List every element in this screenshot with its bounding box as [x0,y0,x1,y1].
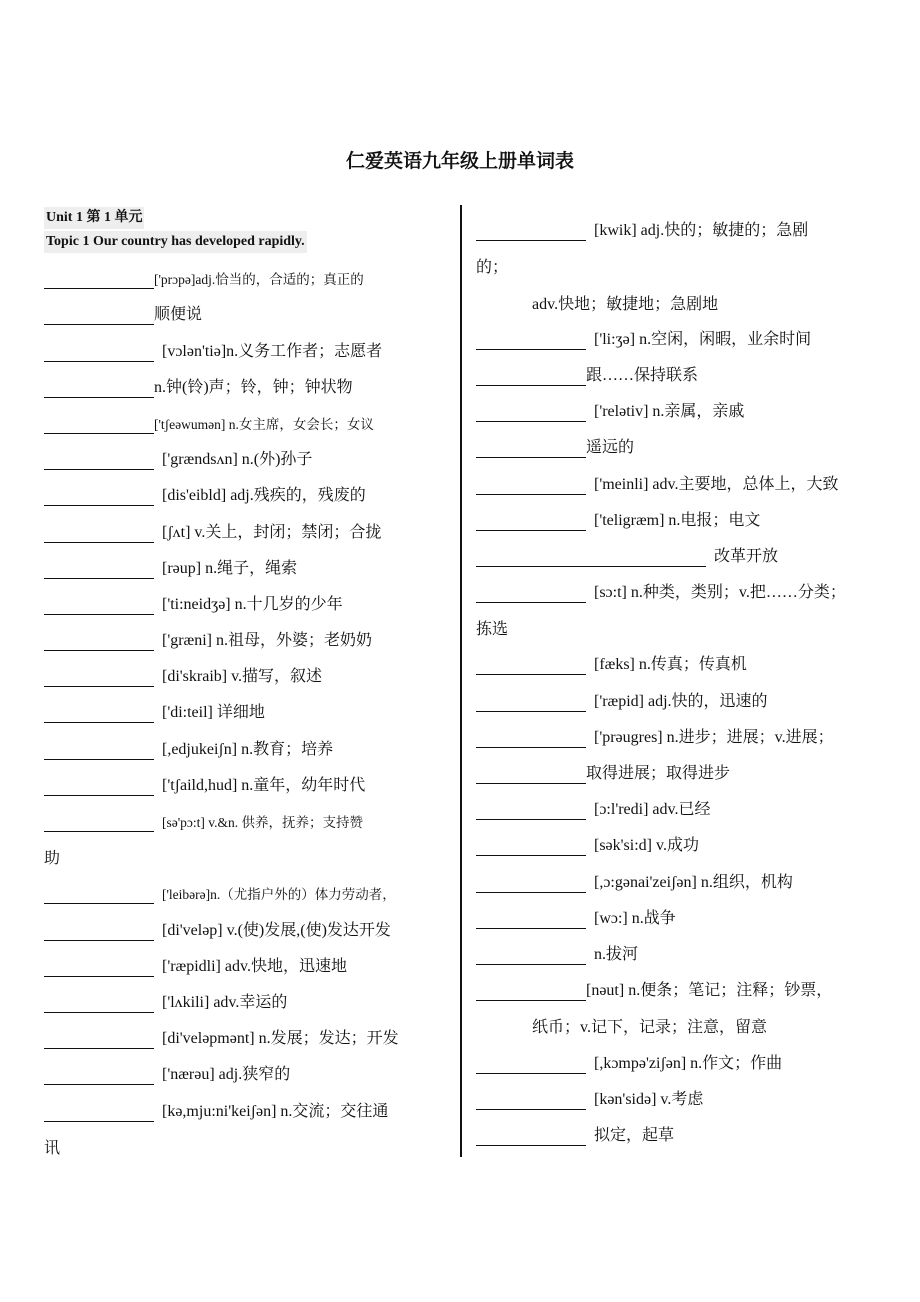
vocab-entry [44,687,456,723]
vocab-entry [44,543,456,579]
vocab-entry [476,712,886,748]
answer-blank[interactable] [476,478,586,495]
entry-definition: [ʃʌt] v.关上，封闭；禁闭；合拢 [162,523,382,541]
vocab-entry [44,1049,456,1085]
vocab-entry [476,820,886,856]
vocab-entry [476,965,886,1001]
entry-definition: ['ræpid] adj.快的，迅速的 [594,692,768,710]
answer-blank[interactable] [476,948,586,965]
answer-blank[interactable] [476,767,586,784]
entry-continuation: 纸币；v.记下，记录；注意，留意 [532,1019,767,1037]
answer-blank[interactable] [476,839,586,856]
answer-blank[interactable] [476,550,706,567]
vocab-entry [44,868,456,904]
vocab-entry [476,639,886,675]
topic-heading: Topic 1 Our country has developed rapidly. [44,231,307,253]
answer-blank[interactable] [44,887,154,904]
entry-definition: [fæks] n.传真；传真机 [594,656,747,674]
answer-blank[interactable] [476,803,586,820]
entry-definition: ['tʃaild,hud] n.童年，幼年时代 [162,776,366,794]
vocab-entry [44,289,456,325]
answer-blank[interactable] [476,333,586,350]
vocab-entry [44,579,456,615]
vocab-entry [476,748,886,784]
entry-definition: [,ɔ:gənai'zeiʃən] n.组织，机构 [594,873,793,891]
answer-blank[interactable] [476,658,586,675]
vocab-entry [476,567,886,603]
answer-blank[interactable] [476,695,586,712]
entry-definition: ['nærəu] adj.狭窄的 [162,1066,291,1084]
vocab-entry [476,929,886,965]
entry-definition: [,edjukeiʃn] n.教育；培养 [162,740,334,758]
answer-blank[interactable] [476,1057,586,1074]
vocab-entry [476,205,886,241]
answer-blank[interactable] [44,562,154,579]
answer-blank[interactable] [44,743,154,760]
vocab-entry [476,386,886,422]
answer-blank[interactable] [44,706,154,723]
answer-blank[interactable] [44,960,154,977]
entry-definition: ['leibərə]n.（尤指户外的）体力劳动者， [162,887,396,903]
entry-definition: [kə,mju:ni'keiʃən] n.交流；交往通 [162,1102,389,1120]
vocab-entry [44,723,456,759]
entry-definition: [kwik] adj.快的；敏捷的；急剧 [594,222,809,240]
vocab-entry [476,675,886,711]
answer-blank[interactable] [44,272,154,289]
vocab-entry [476,784,886,820]
entry-definition: ['tʃeəwumən] n.女主席，女会长；女议 [154,416,374,432]
vocab-entry [476,1074,886,1110]
entry-continuation: 助 [44,850,61,868]
entry-definition: 拟定，起草 [594,1126,675,1144]
vocab-entry [476,1037,886,1073]
answer-blank[interactable] [44,345,154,362]
vocab-entry [476,856,886,892]
entry-definition: [dis'eibld] adj.残疾的，残废的 [162,487,366,505]
answer-blank[interactable] [476,369,586,386]
entry-definition: 跟……保持联系 [586,366,699,384]
answer-blank[interactable] [44,489,154,506]
answer-blank[interactable] [476,1093,586,1110]
answer-blank[interactable] [44,779,154,796]
vocab-entry [476,350,886,386]
answer-blank[interactable] [476,876,586,893]
entry-definition: ['grændsʌn] n.(外)孙子 [162,451,313,469]
entry-definition: n.拔河 [594,945,639,963]
answer-blank[interactable] [44,598,154,615]
unit-heading: Unit 1 第 1 单元 [44,207,144,229]
answer-blank[interactable] [44,381,154,398]
vocab-entry [44,615,456,651]
entry-definition: [rəup] n.绳子，绳索 [162,559,298,577]
entry-definition: [kən'sidə] v.考虑 [594,1090,704,1108]
vocab-entry [44,506,456,542]
left-column [44,205,456,1158]
answer-blank[interactable] [44,924,154,941]
answer-blank[interactable] [476,514,586,531]
entry-definition: ['di:teil] 详细地 [162,704,265,722]
answer-blank[interactable] [44,670,154,687]
vocab-entry [476,314,886,350]
entry-definition: n.钟(铃)声；铃，钟；钟状物 [154,378,353,396]
answer-blank[interactable] [476,441,586,458]
vocab-entry [476,893,886,929]
entry-definition: ['teligræm] n.电报；电文 [594,511,761,529]
entry-definition: ['prəugres] n.进步；进展；v.进展； [594,728,834,746]
answer-blank[interactable] [44,1032,154,1049]
vocab-entry [44,1013,456,1049]
entry-definition: ['li:ʒə] n.空闲，闲暇，业余时间 [594,330,812,348]
entry-definition: [di'veləp] v.(使)发展,(使)发达开发 [162,921,391,939]
vocab-entry [44,760,456,796]
vocab-entry [44,325,456,361]
vocab-entry [44,1085,456,1121]
answer-blank[interactable] [476,405,586,422]
entry-continuation: 讯 [44,1139,61,1157]
vocab-entry [44,651,456,687]
vocab-entry [44,904,456,940]
answer-blank[interactable] [476,224,586,241]
entry-definition: ['ti:neidʒə] n.十几岁的少年 [162,595,343,613]
entry-definition: [vɔlən'tiə]n.义务工作者；志愿者 [162,342,383,360]
entry-definition: [wɔ:] n.战争 [594,909,676,927]
entry-definition: 取得进展；取得进步 [586,765,731,782]
answer-blank[interactable] [44,1105,154,1122]
vocab-list-left [44,253,456,1158]
entry-definition: 遥远的 [586,439,635,457]
entry-definition: [di'veləpmənt] n.发展；发达；开发 [162,1030,399,1048]
right-column [476,205,886,1146]
answer-blank[interactable] [44,308,154,325]
answer-blank[interactable] [44,526,154,543]
entry-continuation: 的； [476,259,509,277]
entry-definition: [sək'si:d] v.成功 [594,837,699,855]
entry-definition: ['græni] n.祖母，外婆；老奶奶 [162,632,372,650]
entry-definition: [,kɔmpə'ziʃən] n.作文；作曲 [594,1054,783,1072]
entry-definition: ['relətiv] n.亲属，亲戚 [594,403,745,421]
vocab-entry [476,495,886,531]
entry-continuation: adv.快地；敏捷地；急剧地 [532,295,719,313]
entry-definition: [sɔ:t] n.种类，类别；v.把……分类； [594,584,846,602]
entry-continuation: 拣选 [476,621,509,639]
entry-definition: 改革开放 [714,547,779,565]
entry-definition: [di'skraib] v.描写，叙述 [162,668,323,686]
answer-blank[interactable] [44,996,154,1013]
answer-blank[interactable] [476,731,586,748]
entry-definition: [nəut] n.便条；笔记；注释；钞票， [586,982,833,1000]
entry-definition: 顺便说 [154,306,203,324]
vocab-entry [476,1110,886,1146]
vocab-entry [44,470,456,506]
answer-blank[interactable] [476,1129,586,1146]
entry-definition: ['prɔpə]adj.恰当的，合适的；真正的 [154,272,364,288]
answer-blank[interactable] [44,815,154,832]
vocab-entry [44,796,456,832]
vocab-entry [44,362,456,398]
answer-blank[interactable] [476,586,586,603]
vocab-entry [44,941,456,977]
answer-blank[interactable] [476,912,586,929]
vocab-entry [44,398,456,434]
vocab-entry [476,531,886,567]
entry-definition: [ɔ:l'redi] adv.已经 [594,801,711,819]
vocab-entry [44,977,456,1013]
entry-definition: ['meinli] adv.主要地，总体上，大致 [594,475,839,493]
vocab-entry [44,434,456,470]
vocab-list-right [476,205,886,1146]
answer-blank[interactable] [44,453,154,470]
column-divider [460,205,462,1157]
answer-blank[interactable] [476,984,586,1001]
vocab-entry [476,422,886,458]
entry-definition: ['ræpidli] adv.快地，迅速地 [162,957,347,975]
vocab-entry [44,253,456,289]
entry-definition: ['lʌkili] adv.幸运的 [162,993,288,1011]
entry-definition: [sə'pɔ:t] v.&n. 供养，抚养；支持赞 [162,815,364,830]
answer-blank[interactable] [44,1068,154,1085]
page-title: 仁爱英语九年级上册单词表 [345,150,574,172]
answer-blank[interactable] [44,417,154,434]
answer-blank[interactable] [44,634,154,651]
vocab-entry [476,458,886,494]
